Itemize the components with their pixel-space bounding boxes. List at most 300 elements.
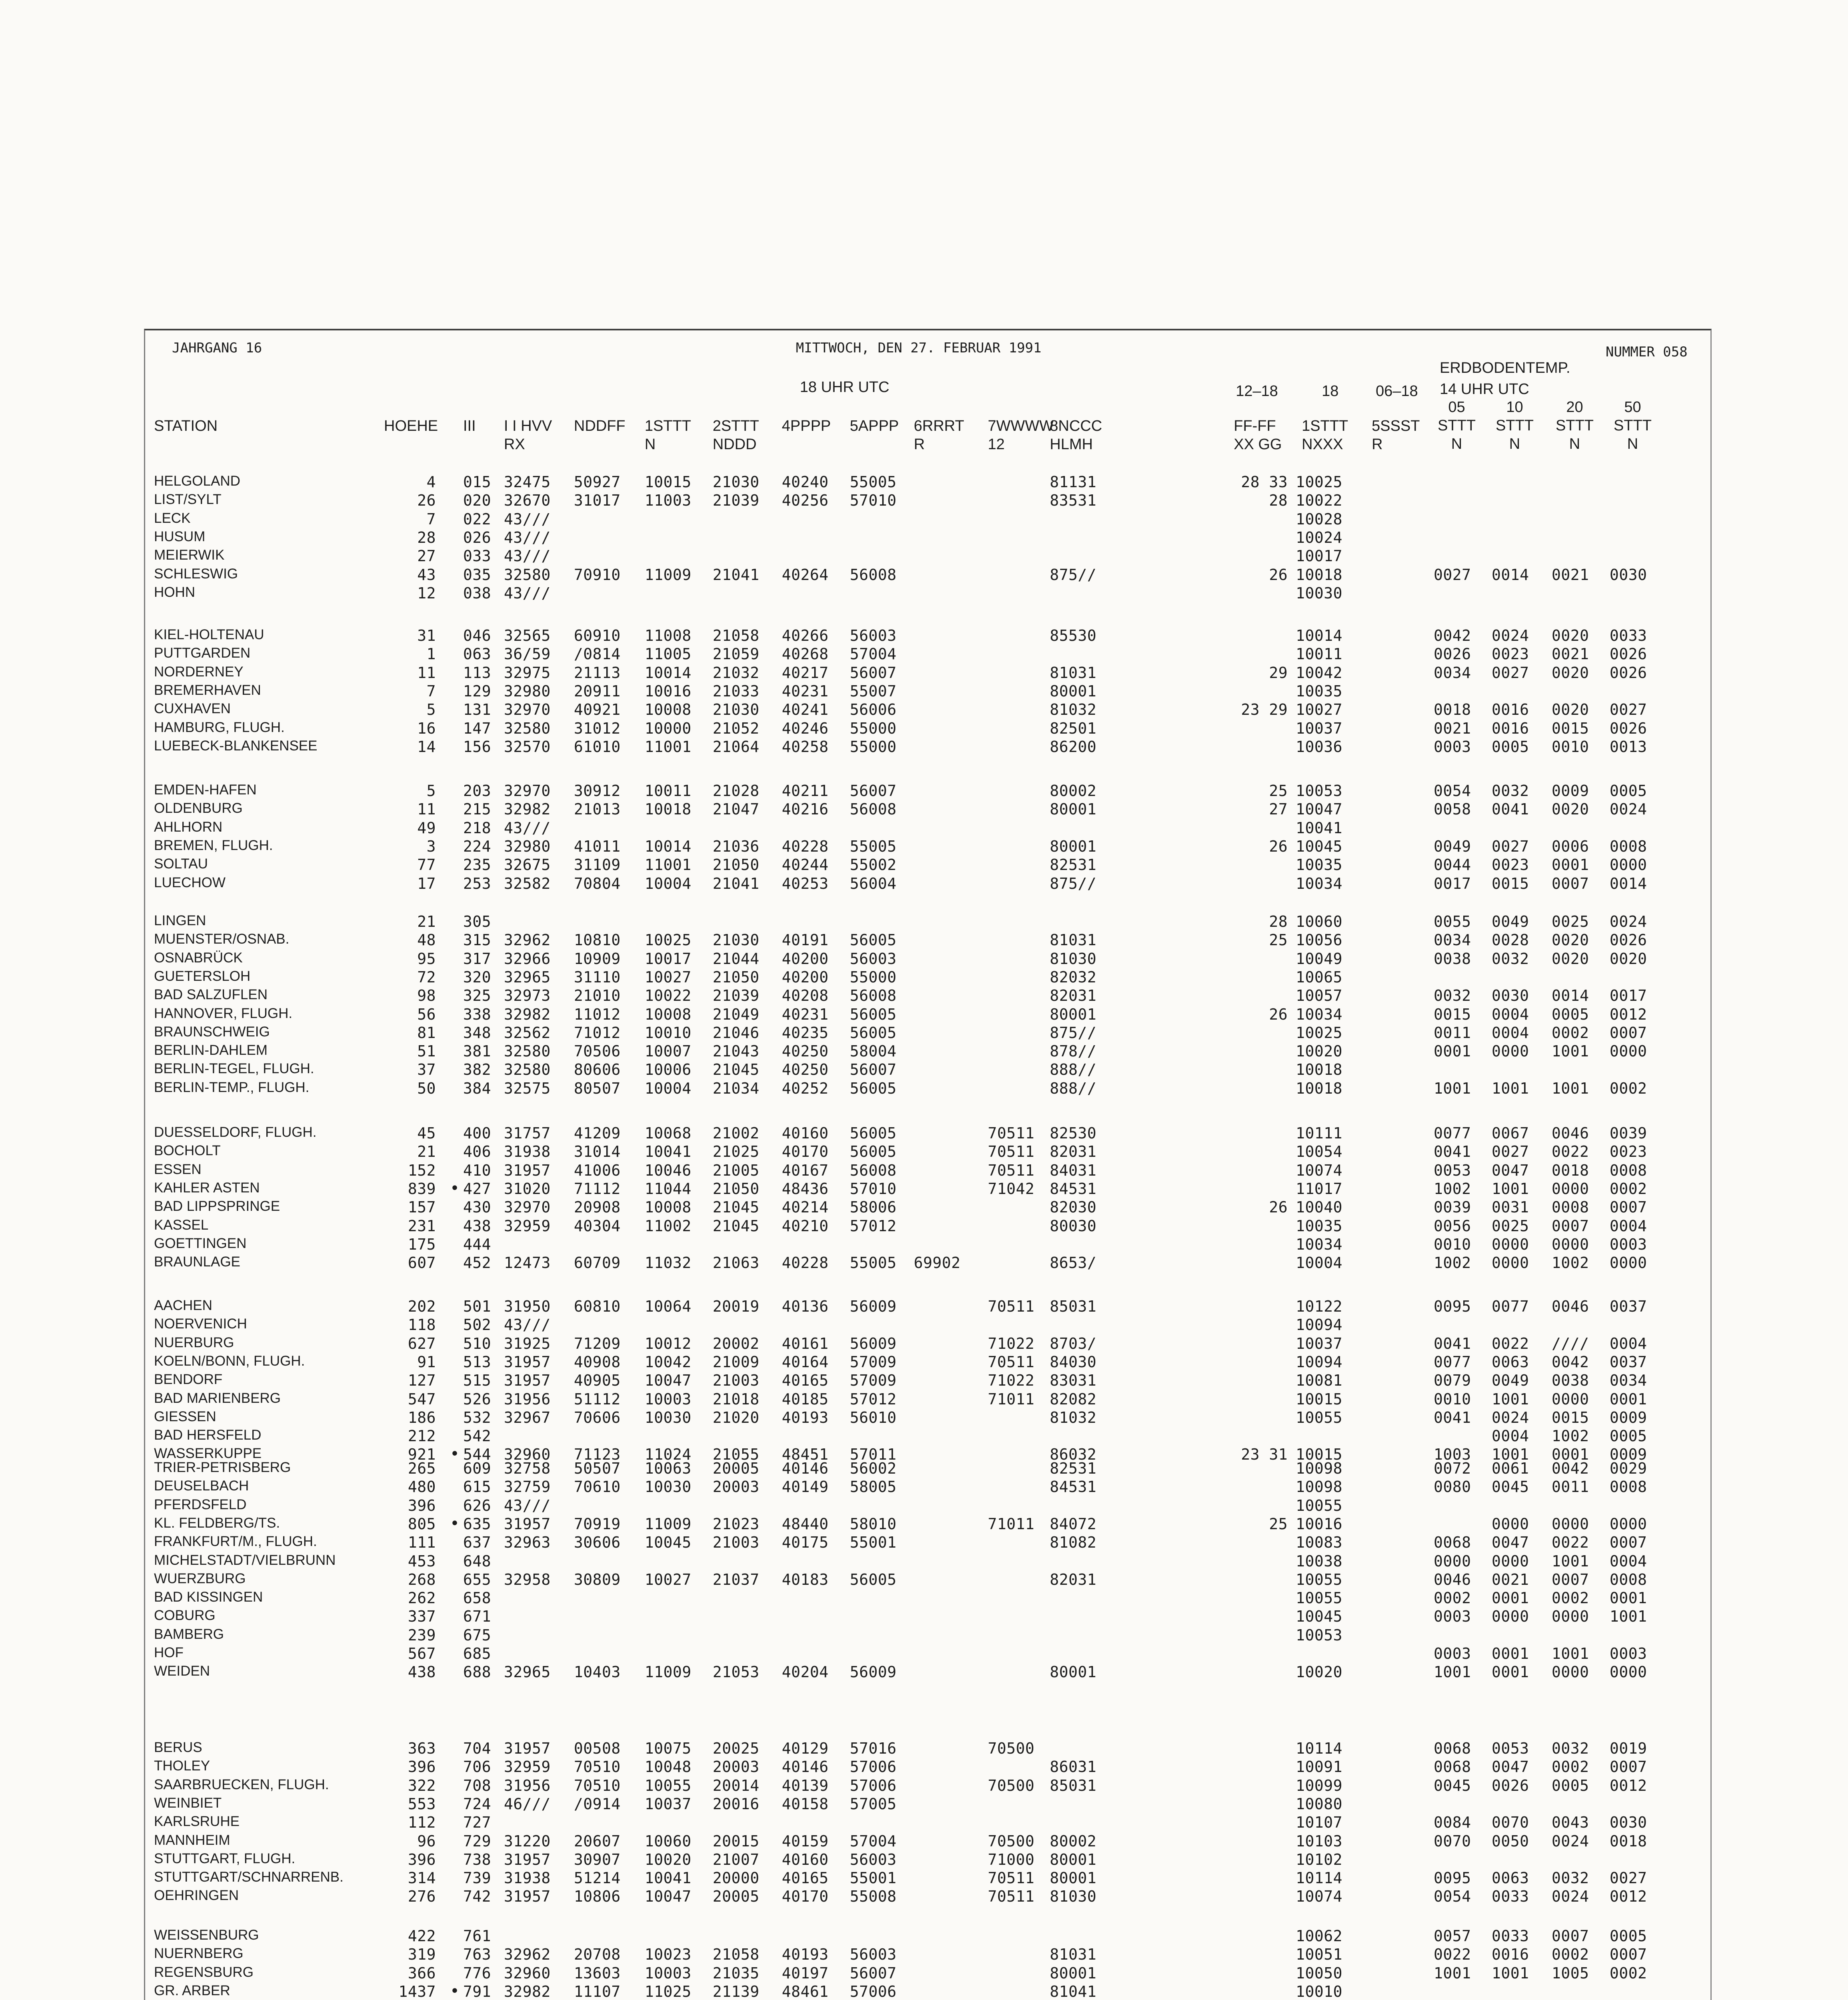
soil-temp-10cm: 0061 — [1492, 1460, 1529, 1477]
soil-temp-5cm: 0068 — [1434, 1758, 1471, 1776]
elevation: 50 — [417, 1079, 436, 1097]
group-hvv: 12473 — [504, 1254, 551, 1272]
station-name: LECK — [154, 510, 191, 526]
group-1sttt-max: 10099 — [1296, 1776, 1343, 1794]
station-id: 253 — [463, 874, 491, 892]
soil-temp-10cm: 0000 — [1492, 1235, 1529, 1253]
station-row — [0, 1983, 1720, 2000]
group-1sttt-max: 10091 — [1296, 1758, 1343, 1776]
group-6rrrt: 69902 — [914, 1254, 961, 1272]
group-1sttt: 10041 — [645, 1869, 691, 1887]
group-4pppp: 40256 — [782, 492, 829, 510]
group-hvv: 31957 — [504, 1740, 551, 1757]
soil-temp-50cm: 0000 — [1610, 856, 1647, 874]
group-4pppp: 48461 — [782, 1982, 829, 2000]
station-id: 544 — [463, 1446, 491, 1464]
group-1sttt-max: 10060 — [1296, 913, 1343, 930]
elevation: 363 — [408, 1740, 436, 1757]
group-nddff: 60910 — [574, 627, 621, 644]
group-1sttt-max: 10083 — [1296, 1534, 1343, 1552]
group-8nccc: 82530 — [1050, 1124, 1097, 1142]
group-1sttt: 11032 — [645, 1254, 691, 1272]
soil-temp-5cm: 0000 — [1434, 1552, 1471, 1570]
station-row — [0, 931, 1720, 950]
group-4pppp: 40165 — [782, 1869, 829, 1887]
group-nddff: 20911 — [574, 682, 621, 700]
group-2sttt: 21046 — [713, 1024, 759, 1042]
soil-temp-5cm: 0057 — [1434, 1927, 1471, 1945]
soil-temp-10cm: 0023 — [1492, 856, 1529, 874]
station-row — [0, 913, 1720, 931]
group-2sttt: 21005 — [713, 1161, 759, 1179]
elevation: 805 — [408, 1515, 436, 1533]
station-name: KAHLER ASTEN — [154, 1180, 260, 1196]
group-8nccc: 81032 — [1050, 701, 1097, 719]
group-nddff: 40908 — [574, 1353, 621, 1371]
station-id: 400 — [463, 1124, 491, 1142]
group-4pppp: 40136 — [782, 1298, 829, 1315]
station-name: GOETTINGEN — [154, 1235, 247, 1251]
group-hvv: 32580 — [504, 566, 551, 584]
soil-temp-50cm: 0003 — [1610, 1645, 1647, 1662]
group-1sttt-max: 10107 — [1296, 1814, 1343, 1832]
station-name: BREMERHAVEN — [154, 682, 261, 698]
group-1sttt: 10042 — [645, 1353, 691, 1371]
group-hvv: 32970 — [504, 782, 551, 800]
group-8nccc: 86200 — [1050, 738, 1097, 756]
station-name: AHLHORN — [154, 819, 223, 835]
group-nddff: 70804 — [574, 874, 621, 892]
soil-temp-20cm: 0006 — [1552, 837, 1589, 855]
station-id: 655 — [463, 1570, 491, 1588]
station-name: MANNHEIM — [154, 1832, 230, 1848]
group-nddff: 30907 — [574, 1850, 621, 1868]
group-7wwww: 71022 — [988, 1372, 1035, 1390]
group-hvv: 32973 — [504, 987, 551, 1005]
soil-temp-50cm: 0037 — [1610, 1353, 1647, 1371]
elevation: 98 — [417, 987, 436, 1005]
group-4pppp: 40266 — [782, 627, 829, 644]
soil-temp-20cm: 1001 — [1552, 1079, 1589, 1097]
group-5appp: 57004 — [850, 645, 897, 663]
station-name: BAD SALZUFLEN — [154, 987, 268, 1003]
group-2sttt: 21030 — [713, 473, 759, 491]
elevation: 91 — [417, 1353, 436, 1371]
elevation: 7 — [426, 682, 436, 700]
group-hvv: 32982 — [504, 1982, 551, 2000]
group-4pppp: 40250 — [782, 1042, 829, 1060]
group-1sttt: 11001 — [645, 738, 691, 756]
header-period-18: 18 — [1322, 383, 1339, 400]
group-8nccc: 80001 — [1050, 1663, 1097, 1681]
elevation: 49 — [417, 819, 436, 837]
soil-temp-10cm: 0005 — [1492, 738, 1529, 756]
group-8nccc: 80001 — [1050, 800, 1097, 818]
soil-temp-20cm: 0002 — [1552, 1946, 1589, 1964]
soil-temp-5cm: 1001 — [1434, 1079, 1471, 1097]
soil-temp-5cm: 0077 — [1434, 1124, 1471, 1142]
station-name: COBURG — [154, 1608, 216, 1624]
station-row — [0, 1814, 1720, 1832]
soil-temp-5cm: 0026 — [1434, 645, 1471, 663]
soil-temp-50cm: 0001 — [1610, 1390, 1647, 1408]
soil-temp-10cm: 0032 — [1492, 950, 1529, 968]
group-nddff: 50927 — [574, 473, 621, 491]
soil-temp-20cm: 0025 — [1552, 913, 1589, 930]
group-4pppp: 40193 — [782, 1946, 829, 1964]
group-hvv: 32580 — [504, 1061, 551, 1079]
group-1sttt-max: 10053 — [1296, 1626, 1343, 1644]
soil-temp-50cm: 0013 — [1610, 738, 1647, 756]
group-4pppp: 40158 — [782, 1795, 829, 1813]
header-hvv: I I HVV RX — [504, 418, 552, 453]
group-8nccc: 81031 — [1050, 664, 1097, 682]
header-period-12-18: 12–18 — [1236, 383, 1278, 400]
station-name: GIESSEN — [154, 1408, 216, 1424]
soil-temp-50cm: 0002 — [1610, 1079, 1647, 1097]
group-1sttt-max: 10047 — [1296, 800, 1343, 818]
station-row — [0, 473, 1720, 492]
elevation: 45 — [417, 1124, 436, 1142]
soil-temp-20cm: 0021 — [1552, 566, 1589, 584]
group-4pppp: 40244 — [782, 856, 829, 874]
soil-temp-10cm: 0027 — [1492, 1143, 1529, 1161]
station-row — [0, 1390, 1720, 1409]
group-1sttt-max: 10017 — [1296, 547, 1343, 565]
group-1sttt-max: 10015 — [1296, 1390, 1343, 1408]
soil-temp-50cm: 0039 — [1610, 1124, 1647, 1142]
elevation: 239 — [408, 1626, 436, 1644]
soil-temp-50cm: 0012 — [1610, 1776, 1647, 1794]
elevation: 322 — [408, 1776, 436, 1794]
group-4pppp: 40231 — [782, 682, 829, 700]
group-7wwww: 70511 — [988, 1888, 1035, 1906]
group-1sttt: 10014 — [645, 664, 691, 682]
group-2sttt: 21047 — [713, 800, 759, 818]
station-row — [0, 1460, 1720, 1478]
group-2sttt: 21045 — [713, 1217, 759, 1235]
elevation: 627 — [408, 1334, 436, 1352]
group-2sttt: 20000 — [713, 1869, 759, 1887]
station-name: LIST/SYLT — [154, 492, 222, 508]
group-hvv: 32960 — [504, 1446, 551, 1464]
group-hvv: 32975 — [504, 664, 551, 682]
group-hvv: 31938 — [504, 1869, 551, 1887]
station-name: FRANKFURT/M., FLUGH. — [154, 1534, 317, 1550]
group-nddff: 30809 — [574, 1570, 621, 1588]
group-1sttt: 10060 — [645, 1832, 691, 1850]
group-hvv: 32580 — [504, 719, 551, 737]
group-8nccc: 878// — [1050, 1042, 1097, 1060]
soil-temp-50cm: 0023 — [1610, 1143, 1647, 1161]
group-1sttt: 10003 — [645, 1390, 691, 1408]
header-14-uhr-utc: 14 UHR UTC — [1440, 381, 1529, 398]
soil-temp-50cm: 0009 — [1610, 1408, 1647, 1426]
header-hoehe: HOEHE — [384, 418, 438, 434]
elevation: 127 — [408, 1372, 436, 1390]
soil-temp-5cm: 0068 — [1434, 1740, 1471, 1757]
group-8nccc: 875// — [1050, 874, 1097, 892]
group-8nccc: 875// — [1050, 1024, 1097, 1042]
group-hvv: 31950 — [504, 1298, 551, 1315]
station-id: 742 — [463, 1888, 491, 1906]
soil-temp-10cm: 0016 — [1492, 719, 1529, 737]
group-nddff: 71209 — [574, 1334, 621, 1352]
header-station: STATION — [154, 418, 218, 434]
header-volume: JAHRGANG 16 — [172, 340, 262, 356]
group-1sttt-max: 11017 — [1296, 1180, 1343, 1198]
soil-temp-5cm: 1003 — [1434, 1446, 1471, 1464]
group-1sttt-max: 10028 — [1296, 510, 1343, 528]
station-row — [0, 1777, 1720, 1795]
group-1sttt-max: 10015 — [1296, 1446, 1343, 1464]
group-8nccc: 82531 — [1050, 856, 1097, 874]
group-7wwww: 71042 — [988, 1180, 1035, 1198]
group-8nccc: 84531 — [1050, 1180, 1097, 1198]
group-hvv: 31957 — [504, 1353, 551, 1371]
station-name: BOCHOLT — [154, 1143, 221, 1159]
soil-temp-10cm: 0016 — [1492, 1946, 1529, 1964]
group-1sttt-max: 10034 — [1296, 1005, 1343, 1023]
soil-temp-50cm: 0005 — [1610, 1427, 1647, 1445]
group-7wwww: 71022 — [988, 1334, 1035, 1352]
group-1sttt-max: 10018 — [1296, 566, 1343, 584]
group-4pppp: 40165 — [782, 1372, 829, 1390]
header-18-uhr-utc: 18 UHR UTC — [800, 379, 889, 396]
soil-temp-20cm: 0000 — [1552, 1390, 1589, 1408]
soil-temp-50cm: 0003 — [1610, 1235, 1647, 1253]
station-row — [0, 1024, 1720, 1042]
elevation: 319 — [408, 1946, 436, 1964]
soil-temp-20cm: //// — [1552, 1334, 1589, 1352]
station-row — [0, 1316, 1720, 1334]
group-nddff: 80606 — [574, 1061, 621, 1079]
group-hvv: 32670 — [504, 492, 551, 510]
station-id: 147 — [463, 719, 491, 737]
soil-temp-10cm: 0041 — [1492, 800, 1529, 818]
group-nddff: 41011 — [574, 837, 621, 855]
soil-temp-10cm: 0001 — [1492, 1663, 1529, 1681]
group-hvv: 31938 — [504, 1143, 551, 1161]
group-1sttt: 10016 — [645, 682, 691, 700]
station-id: 427 — [463, 1180, 491, 1198]
group-1sttt-max: 10094 — [1296, 1316, 1343, 1334]
station-id: 626 — [463, 1496, 491, 1514]
station-name: HUSUM — [154, 528, 206, 544]
elevation: 175 — [408, 1235, 436, 1253]
group-2sttt: 21043 — [713, 1042, 759, 1060]
soil-temp-5cm: 0027 — [1434, 566, 1471, 584]
soil-temp-20cm: 0032 — [1552, 1869, 1589, 1887]
group-2sttt: 21020 — [713, 1408, 759, 1426]
group-2sttt: 20019 — [713, 1298, 759, 1315]
soil-temp-5cm: 0022 — [1434, 1946, 1471, 1964]
group-5appp: 55001 — [850, 1534, 897, 1552]
elevation: 157 — [408, 1198, 436, 1216]
soil-temp-10cm: 0001 — [1492, 1645, 1529, 1662]
group-2sttt: 21032 — [713, 664, 759, 682]
soil-temp-5cm: 0072 — [1434, 1460, 1471, 1477]
soil-temp-10cm: 1001 — [1492, 1079, 1529, 1097]
group-1sttt: 10046 — [645, 1161, 691, 1179]
group-hvv: 32965 — [504, 968, 551, 986]
group-nddff: 61010 — [574, 738, 621, 756]
group-hvv: 43/// — [504, 584, 551, 602]
group-nddff: 70606 — [574, 1408, 621, 1426]
station-name: WUERZBURG — [154, 1570, 246, 1586]
group-1sttt: 10047 — [645, 1372, 691, 1390]
station-row — [0, 1497, 1720, 1515]
station-name: STUTTGART/SCHNARRENB. — [154, 1869, 344, 1885]
station-name: OEHRINGEN — [154, 1888, 239, 1904]
group-7wwww: 71011 — [988, 1390, 1035, 1408]
group-nddff: 60709 — [574, 1254, 621, 1272]
station-id: 215 — [463, 800, 491, 818]
group-2sttt: 20005 — [713, 1460, 759, 1477]
station-row — [0, 1888, 1720, 1906]
station-id: 724 — [463, 1795, 491, 1813]
elevation: 839 — [408, 1180, 436, 1198]
elevation: 231 — [408, 1217, 436, 1235]
group-nddff: 30912 — [574, 782, 621, 800]
group-ff-gg: 28 33 — [1241, 473, 1288, 491]
group-2sttt: 21045 — [713, 1198, 759, 1216]
soil-temp-20cm: 0002 — [1552, 1024, 1589, 1042]
soil-temp-5cm: 0003 — [1434, 1645, 1471, 1662]
soil-temp-5cm: 0042 — [1434, 627, 1471, 644]
station-name: LUECHOW — [154, 874, 226, 890]
soil-temp-50cm: 0030 — [1610, 1814, 1647, 1832]
group-nddff: 21113 — [574, 664, 621, 682]
header-7wwww: 7WWWW 12 — [988, 418, 1054, 453]
group-5appp: 56009 — [850, 1334, 897, 1352]
group-4pppp: 40149 — [782, 1478, 829, 1496]
soil-temp-5cm: 0046 — [1434, 1570, 1471, 1588]
group-2sttt: 21037 — [713, 1570, 759, 1588]
elevation: 17 — [417, 874, 436, 892]
elevation: 7 — [426, 510, 436, 528]
soil-temp-5cm: 0053 — [1434, 1161, 1471, 1179]
soil-temp-10cm: 1001 — [1492, 1390, 1529, 1408]
station-row — [0, 1740, 1720, 1758]
group-2sttt: 21018 — [713, 1390, 759, 1408]
station-id: 046 — [463, 627, 491, 644]
soil-temp-5cm: 0002 — [1434, 1589, 1471, 1607]
group-nddff: 10403 — [574, 1663, 621, 1681]
station-row — [0, 856, 1720, 874]
group-4pppp: 40246 — [782, 719, 829, 737]
group-8nccc: 83031 — [1050, 1372, 1097, 1390]
group-4pppp: 40183 — [782, 1570, 829, 1588]
station-id: 410 — [463, 1161, 491, 1179]
header-period-06-18: 06–18 — [1376, 383, 1418, 400]
soil-temp-10cm: 1001 — [1492, 1180, 1529, 1198]
group-hvv: 32582 — [504, 874, 551, 892]
group-1sttt-max: 10081 — [1296, 1372, 1343, 1390]
soil-temp-5cm: 1001 — [1434, 1964, 1471, 1982]
soil-temp-50cm: 0026 — [1610, 719, 1647, 737]
station-name: BAD KISSINGEN — [154, 1589, 263, 1605]
group-1sttt: 11002 — [645, 1217, 691, 1235]
elevation: 438 — [408, 1663, 436, 1681]
station-row — [0, 968, 1720, 987]
group-4pppp: 40159 — [782, 1832, 829, 1850]
group-1sttt: 10018 — [645, 800, 691, 818]
group-2sttt: 21050 — [713, 968, 759, 986]
group-8nccc: 8703/ — [1050, 1334, 1097, 1352]
group-2sttt: 20014 — [713, 1776, 759, 1794]
group-8nccc: 81031 — [1050, 931, 1097, 949]
soil-temp-10cm: 0026 — [1492, 1776, 1529, 1794]
group-1sttt-max: 10035 — [1296, 856, 1343, 874]
group-nddff: 50507 — [574, 1460, 621, 1477]
group-8nccc: 81030 — [1050, 950, 1097, 968]
soil-temp-5cm: 0058 — [1434, 800, 1471, 818]
group-1sttt-max: 10040 — [1296, 1198, 1343, 1216]
station-row — [0, 1552, 1720, 1571]
group-2sttt: 20002 — [713, 1334, 759, 1352]
soil-temp-5cm: 0084 — [1434, 1814, 1471, 1832]
group-2sttt: 21064 — [713, 738, 759, 756]
group-1sttt-max: 10038 — [1296, 1552, 1343, 1570]
group-2sttt: 21039 — [713, 987, 759, 1005]
soil-temp-50cm: 0001 — [1610, 1589, 1647, 1607]
group-1sttt: 11009 — [645, 1663, 691, 1681]
group-1sttt: 10030 — [645, 1408, 691, 1426]
group-1sttt-max: 10024 — [1296, 528, 1343, 546]
group-1sttt: 10041 — [645, 1143, 691, 1161]
group-1sttt-max: 10103 — [1296, 1832, 1343, 1850]
soil-temp-10cm: 0023 — [1492, 645, 1529, 663]
soil-temp-20cm: 0005 — [1552, 1776, 1589, 1794]
soil-temp-50cm: 0037 — [1610, 1298, 1647, 1315]
soil-temp-10cm: 0021 — [1492, 1570, 1529, 1588]
soil-temp-20cm: 0009 — [1552, 782, 1589, 800]
soil-temp-10cm: 0000 — [1492, 1042, 1529, 1060]
station-id: 026 — [463, 528, 491, 546]
soil-temp-10cm: 0000 — [1492, 1515, 1529, 1533]
station-row — [0, 492, 1720, 510]
elevation: 547 — [408, 1390, 436, 1408]
group-1sttt-max: 10010 — [1296, 1982, 1343, 2000]
group-5appp: 55005 — [850, 1254, 897, 1272]
group-7wwww: 70500 — [988, 1832, 1035, 1850]
group-2sttt: 21003 — [713, 1372, 759, 1390]
elevation: 12 — [417, 584, 436, 602]
station-id: 317 — [463, 950, 491, 968]
station-id: 739 — [463, 1869, 491, 1887]
station-name: BAD LIPPSPRINGE — [154, 1198, 280, 1214]
group-hvv: 32675 — [504, 856, 551, 874]
station-name: PFERDSFELD — [154, 1496, 247, 1512]
station-id: 218 — [463, 819, 491, 837]
group-4pppp: 40204 — [782, 1663, 829, 1681]
elevation: 276 — [408, 1888, 436, 1906]
station-name: STUTTGART, FLUGH. — [154, 1850, 296, 1866]
group-5appp: 56008 — [850, 1161, 897, 1179]
group-1sttt: 10014 — [645, 837, 691, 855]
group-ff-gg: 28 — [1269, 913, 1288, 930]
station-id: 033 — [463, 547, 491, 565]
station-id: 235 — [463, 856, 491, 874]
group-1sttt: 11044 — [645, 1180, 691, 1198]
soil-temp-50cm: 0018 — [1610, 1832, 1647, 1850]
station-name: MEIERWIK — [154, 547, 225, 563]
group-4pppp: 48451 — [782, 1446, 829, 1464]
soil-temp-20cm: 1001 — [1552, 1042, 1589, 1060]
group-2sttt: 21049 — [713, 1005, 759, 1023]
station-row — [0, 1042, 1720, 1061]
